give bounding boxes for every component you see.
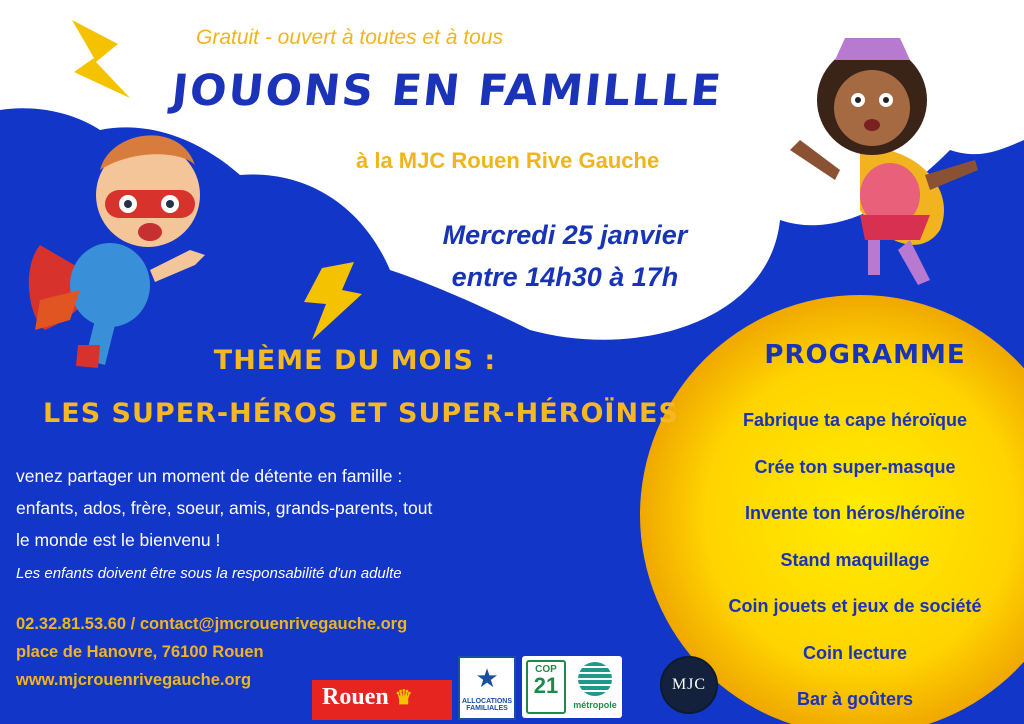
contact-address: place de Hanovre, 76100 Rouen	[16, 643, 264, 661]
programme-item: Fabrique ta cape héroïque	[742, 410, 968, 430]
metropole-circle-icon	[578, 662, 612, 696]
programme-item: Bar à goûters	[796, 689, 914, 709]
venue-text: à la MJC Rouen Rive Gauche	[356, 148, 660, 173]
caf-logo	[458, 656, 516, 720]
mjc-logo	[660, 656, 718, 714]
programme-item: Stand maquillage	[780, 549, 930, 570]
metropole-text: métropole	[573, 700, 617, 710]
date-line: Mercredi 25 janvier	[442, 220, 688, 250]
theme-title: LES SUPER-HÉROS ET SUPER-HÉROÏNES	[43, 398, 679, 429]
contact-phone-email: 02.32.81.53.60 / contact@jmcrouenrivegauche.org	[16, 615, 408, 633]
programme-item: Crée ton super-masque	[754, 456, 956, 477]
cop21-metropole-logo	[522, 656, 622, 718]
programme-title: PROGRAMME	[764, 340, 966, 370]
programme-item: Coin jouets et jeux de société	[728, 596, 982, 616]
rouen-logo-text: Rouen	[322, 684, 389, 710]
contact-website: www.mjcrouenrivegauche.org	[16, 671, 252, 689]
rouen-logo	[312, 680, 452, 720]
lion-icon: ♛	[394, 687, 413, 709]
boy-superhero-illustration	[29, 135, 205, 368]
description-line: enfants, ados, frère, soeur, amis, grands-parents, tout	[16, 498, 433, 518]
caf-logo-text: ALLOCATIONS FAMILIALES	[461, 698, 513, 712]
programme-item: Coin lecture	[802, 642, 908, 663]
page-title: JOUONS EN FAMILLLE	[169, 66, 726, 116]
description	[16, 460, 576, 556]
description-line: le monde est le bienvenu !	[16, 530, 221, 550]
family-icon: ★	[475, 662, 499, 693]
responsibility-note: Les enfants doivent être sous la responsabilité d'un adulte	[16, 565, 402, 582]
lightning-bolt-middle	[304, 262, 362, 340]
cop21-number: 21	[533, 673, 559, 698]
cop21-badge: COP 21	[526, 660, 566, 714]
time-line: entre 14h30 à 17h	[451, 262, 679, 292]
theme-heading: THÈME DU MOIS :	[213, 345, 497, 376]
programme-list	[690, 405, 1020, 724]
mjc-logo-text: MJC	[671, 676, 707, 693]
programme-item: Invente ton héros/héroïne	[744, 503, 966, 523]
subtitle: Gratuit - ouvert à toutes et à tous	[196, 26, 503, 49]
date-block	[395, 214, 735, 298]
description-line: venez partager un moment de détente en famille :	[16, 466, 403, 486]
